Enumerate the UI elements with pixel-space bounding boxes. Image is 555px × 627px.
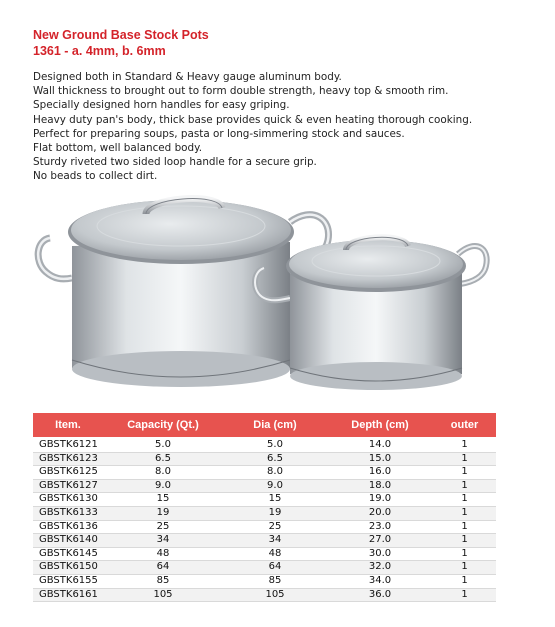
capacity-cell: 6.5 [103, 452, 223, 466]
table-row [33, 561, 496, 575]
capacity-cell: 15 [103, 493, 223, 507]
depth-cell: 14.0 [327, 438, 433, 452]
dia-cell: 25 [223, 520, 327, 534]
dia-cell: 6.5 [223, 452, 327, 466]
outer-cell: 1 [433, 479, 496, 493]
table-row [33, 466, 496, 480]
dia-cell: 9.0 [223, 479, 327, 493]
table-row [33, 534, 496, 548]
dia-cell: 48 [223, 547, 327, 561]
item-code: GBSTK6140 [33, 534, 103, 548]
depth-cell: 30.0 [327, 547, 433, 561]
depth-cell: 15.0 [327, 452, 433, 466]
capacity-cell: 8.0 [103, 466, 223, 480]
depth-cell: 32.0 [327, 561, 433, 575]
depth-cell: 16.0 [327, 466, 433, 480]
header-outer: outer [433, 413, 496, 438]
header-dia: Dia (cm) [223, 413, 327, 438]
table-row [33, 506, 496, 520]
spec-table [33, 413, 496, 602]
dia-cell: 5.0 [223, 438, 327, 452]
dia-cell: 64 [223, 561, 327, 575]
product-title-block [33, 27, 209, 59]
item-code: GBSTK6155 [33, 574, 103, 588]
description-line: No beads to collect dirt. [33, 170, 158, 183]
item-code: GBSTK6161 [33, 588, 103, 602]
item-code: GBSTK6130 [33, 493, 103, 507]
large-stock-pot [38, 199, 328, 387]
item-code: GBSTK6133 [33, 506, 103, 520]
outer-cell: 1 [433, 534, 496, 548]
table-row [33, 588, 496, 602]
dia-cell: 34 [223, 534, 327, 548]
dia-cell: 15 [223, 493, 327, 507]
item-code: GBSTK6123 [33, 452, 103, 466]
header-item: Item. [33, 413, 103, 438]
item-code: GBSTK6127 [33, 479, 103, 493]
item-code: GBSTK6145 [33, 547, 103, 561]
table-row [33, 438, 496, 452]
depth-cell: 34.0 [327, 574, 433, 588]
depth-cell: 23.0 [327, 520, 433, 534]
item-code: GBSTK6121 [33, 438, 103, 452]
capacity-cell: 48 [103, 547, 223, 561]
product-description [33, 70, 533, 184]
table-row [33, 574, 496, 588]
header-capacity: Capacity (Qt.) [103, 413, 223, 438]
depth-cell: 19.0 [327, 493, 433, 507]
dia-cell: 105 [223, 588, 327, 602]
capacity-cell: 5.0 [103, 438, 223, 452]
outer-cell: 1 [433, 506, 496, 520]
outer-cell: 1 [433, 493, 496, 507]
product-title: New Ground Base Stock Pots [33, 28, 209, 42]
outer-cell: 1 [433, 438, 496, 452]
table-row [33, 520, 496, 534]
item-code: GBSTK6136 [33, 520, 103, 534]
depth-cell: 36.0 [327, 588, 433, 602]
table-row [33, 452, 496, 466]
outer-cell: 1 [433, 466, 496, 480]
capacity-cell: 64 [103, 561, 223, 575]
table-row [33, 547, 496, 561]
outer-cell: 1 [433, 547, 496, 561]
header-depth: Depth (cm) [327, 413, 433, 438]
product-subtitle: 1361 - a. 4mm, b. 6mm [33, 44, 166, 58]
outer-cell: 1 [433, 520, 496, 534]
description-line: Flat bottom, well balanced body. [33, 142, 203, 155]
outer-cell: 1 [433, 588, 496, 602]
description-line: Sturdy riveted two sided loop handle for a secure grip. [33, 156, 317, 169]
depth-cell: 27.0 [327, 534, 433, 548]
capacity-cell: 19 [103, 506, 223, 520]
description-line: Heavy duty pan's body, thick base provides quick & even heating thorough cooking. [33, 113, 473, 126]
depth-cell: 20.0 [327, 506, 433, 520]
description-line: Perfect for preparing soups, pasta or long-simmering stock and sauces. [33, 127, 405, 140]
outer-cell: 1 [433, 561, 496, 575]
description-line: Specially designed horn handles for easy griping. [33, 99, 290, 112]
capacity-cell: 25 [103, 520, 223, 534]
dia-cell: 19 [223, 506, 327, 520]
table-row [33, 493, 496, 507]
depth-cell: 18.0 [327, 479, 433, 493]
stock-pots-photo [28, 180, 528, 412]
capacity-cell: 85 [103, 574, 223, 588]
capacity-cell: 34 [103, 534, 223, 548]
outer-cell: 1 [433, 574, 496, 588]
outer-cell: 1 [433, 452, 496, 466]
capacity-cell: 9.0 [103, 479, 223, 493]
item-code: GBSTK6150 [33, 561, 103, 575]
item-code: GBSTK6125 [33, 466, 103, 480]
capacity-cell: 105 [103, 588, 223, 602]
description-line: Designed both in Standard & Heavy gauge aluminum body. [33, 71, 342, 83]
spec-table-header [33, 413, 496, 438]
dia-cell: 8.0 [223, 466, 327, 480]
table-row [33, 479, 496, 493]
description-line: Wall thickness to brought out to form double strength, heavy top & smooth rim. [33, 85, 449, 98]
dia-cell: 85 [223, 574, 327, 588]
